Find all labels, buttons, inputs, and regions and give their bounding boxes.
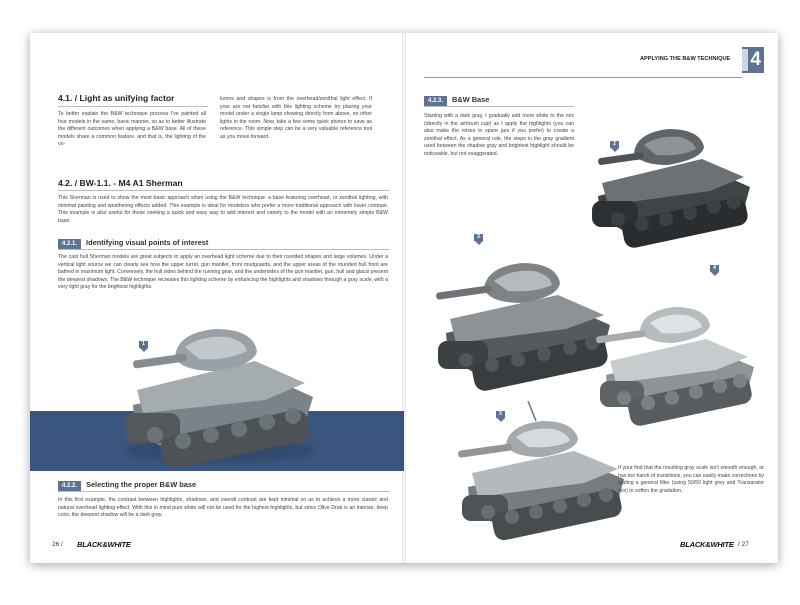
subheading-title: Selecting the proper B&W base — [86, 480, 197, 489]
left-page — [30, 33, 404, 563]
bottom-note-text: If your find that the resulting gray scale isn't smooth enough, or has too harsh of transitions, you can easily make corrections by adding a general filter (using 50/50 light grey and Transarator mix) to soften the gradation. — [618, 465, 764, 494]
right-page — [404, 33, 778, 563]
book-spread — [30, 33, 778, 563]
page-number: / 27 — [738, 541, 749, 548]
section-42-intro: This Sherman is used to show the most basic approach when using the B&W technique: a base featuring overhead, or zenithal lighting, with minimal painting and weathering effects added. This example is ideal for modelers who prefer a more traditional approach with lower contrast. This example is also useful for those seeking a quick and easy way to add interest and variety to the model with an extremely simple B&W base. — [58, 195, 388, 224]
divider — [58, 106, 208, 107]
section-41-col2: lumes and shapes is from the overhead/zenithal light effect. If your are not familiar with this lighting scheme try placing your model under a single lamp showing directly from above, no other lights in the room. Now, take a few some quick photos to save as reference. This simple step can be a very valuable reference tool as you move forward. — [220, 96, 372, 140]
subheading-number: 4.2.2. — [58, 481, 81, 492]
book-logo: BLACK&WHITE — [77, 540, 131, 549]
sub-422-text: In this first example, the contrast between highlights, shadows, and overall contrast are kept minimal so as to achieve a more classic and natural overhead lighting effect. With this in mind pure white will not be used for the highest highlights, but since Olive Drab is an intense, deep color, the deepest shadow will be a dark gray. — [58, 497, 388, 519]
step-marker: 1 — [139, 341, 148, 352]
section-41-title: 4.1. / Light as unifying factor — [58, 93, 175, 103]
step-marker: 3 — [474, 234, 483, 245]
sub-423-text: Starting with a dark gray, I gradually add more white to the mix (directly in the airbrush cup) as I apply the highlights (you can also make the mixes in spare jars if you prefer) to create a zenithal effect. As a general rule, the steps in the gray gradient used between the shadow gray and brightest highlight should be noticeable, but not exaggerated. — [424, 113, 575, 157]
section-41-col1: To better explain the B&W technique process I've painted all four models in the same, basic manner, so as to better illustrate the different outcomes when applying a B&W base. All of these models share a common feature, and that is, the lighting of the vo- — [58, 111, 206, 148]
header-title: APPLYING THE B&W TECHNIQUE — [640, 56, 731, 62]
subheading-title: Identifying visual points of interest — [86, 238, 209, 247]
chapter-number: 4 — [750, 49, 761, 70]
header-rule — [424, 77, 742, 78]
step-marker: 2 — [610, 141, 619, 152]
sub-421-text: The cast hull Sherman models are great subjects to apply an overhead light scheme due to their rounded shapes and large volumes. Under a vertical light source we can clearly see how the upper turret, gun mantlet, front mudguards, and the upper areas of the rounded hull front are bathed in maximum light. Conversely, the hull sides behind the running gear, and the undersides of the gun mantlet, gun, hull and glacis present the deepest shadows. The B&W technique recreates this lighting scheme by enhancing the highlights and shadows through a gray scale, with a very light gray for the brightest highlights. — [58, 254, 388, 291]
subheading-number: 4.2.1. — [58, 239, 81, 250]
sherman-tank-1-image — [115, 295, 325, 475]
page-number: 26 / — [52, 541, 63, 548]
divider — [424, 106, 574, 107]
divider — [58, 190, 390, 191]
chapter-tab — [742, 47, 764, 73]
sherman-tank-2-image — [584, 101, 759, 251]
divider — [58, 491, 390, 492]
section-42-title: 4.2. / BW-1.1. - M4 A1 Sherman — [58, 178, 183, 188]
step-marker: 5 — [496, 411, 505, 422]
chapter-label-strip — [742, 49, 748, 71]
sherman-tank-5-image — [454, 393, 634, 543]
book-logo: BLACK&WHITE — [680, 540, 734, 549]
divider — [58, 249, 390, 250]
step-marker: 4 — [710, 265, 719, 276]
subheading-title: B&W Base — [452, 95, 490, 104]
subheading-number: 4.2.3. — [424, 96, 447, 107]
